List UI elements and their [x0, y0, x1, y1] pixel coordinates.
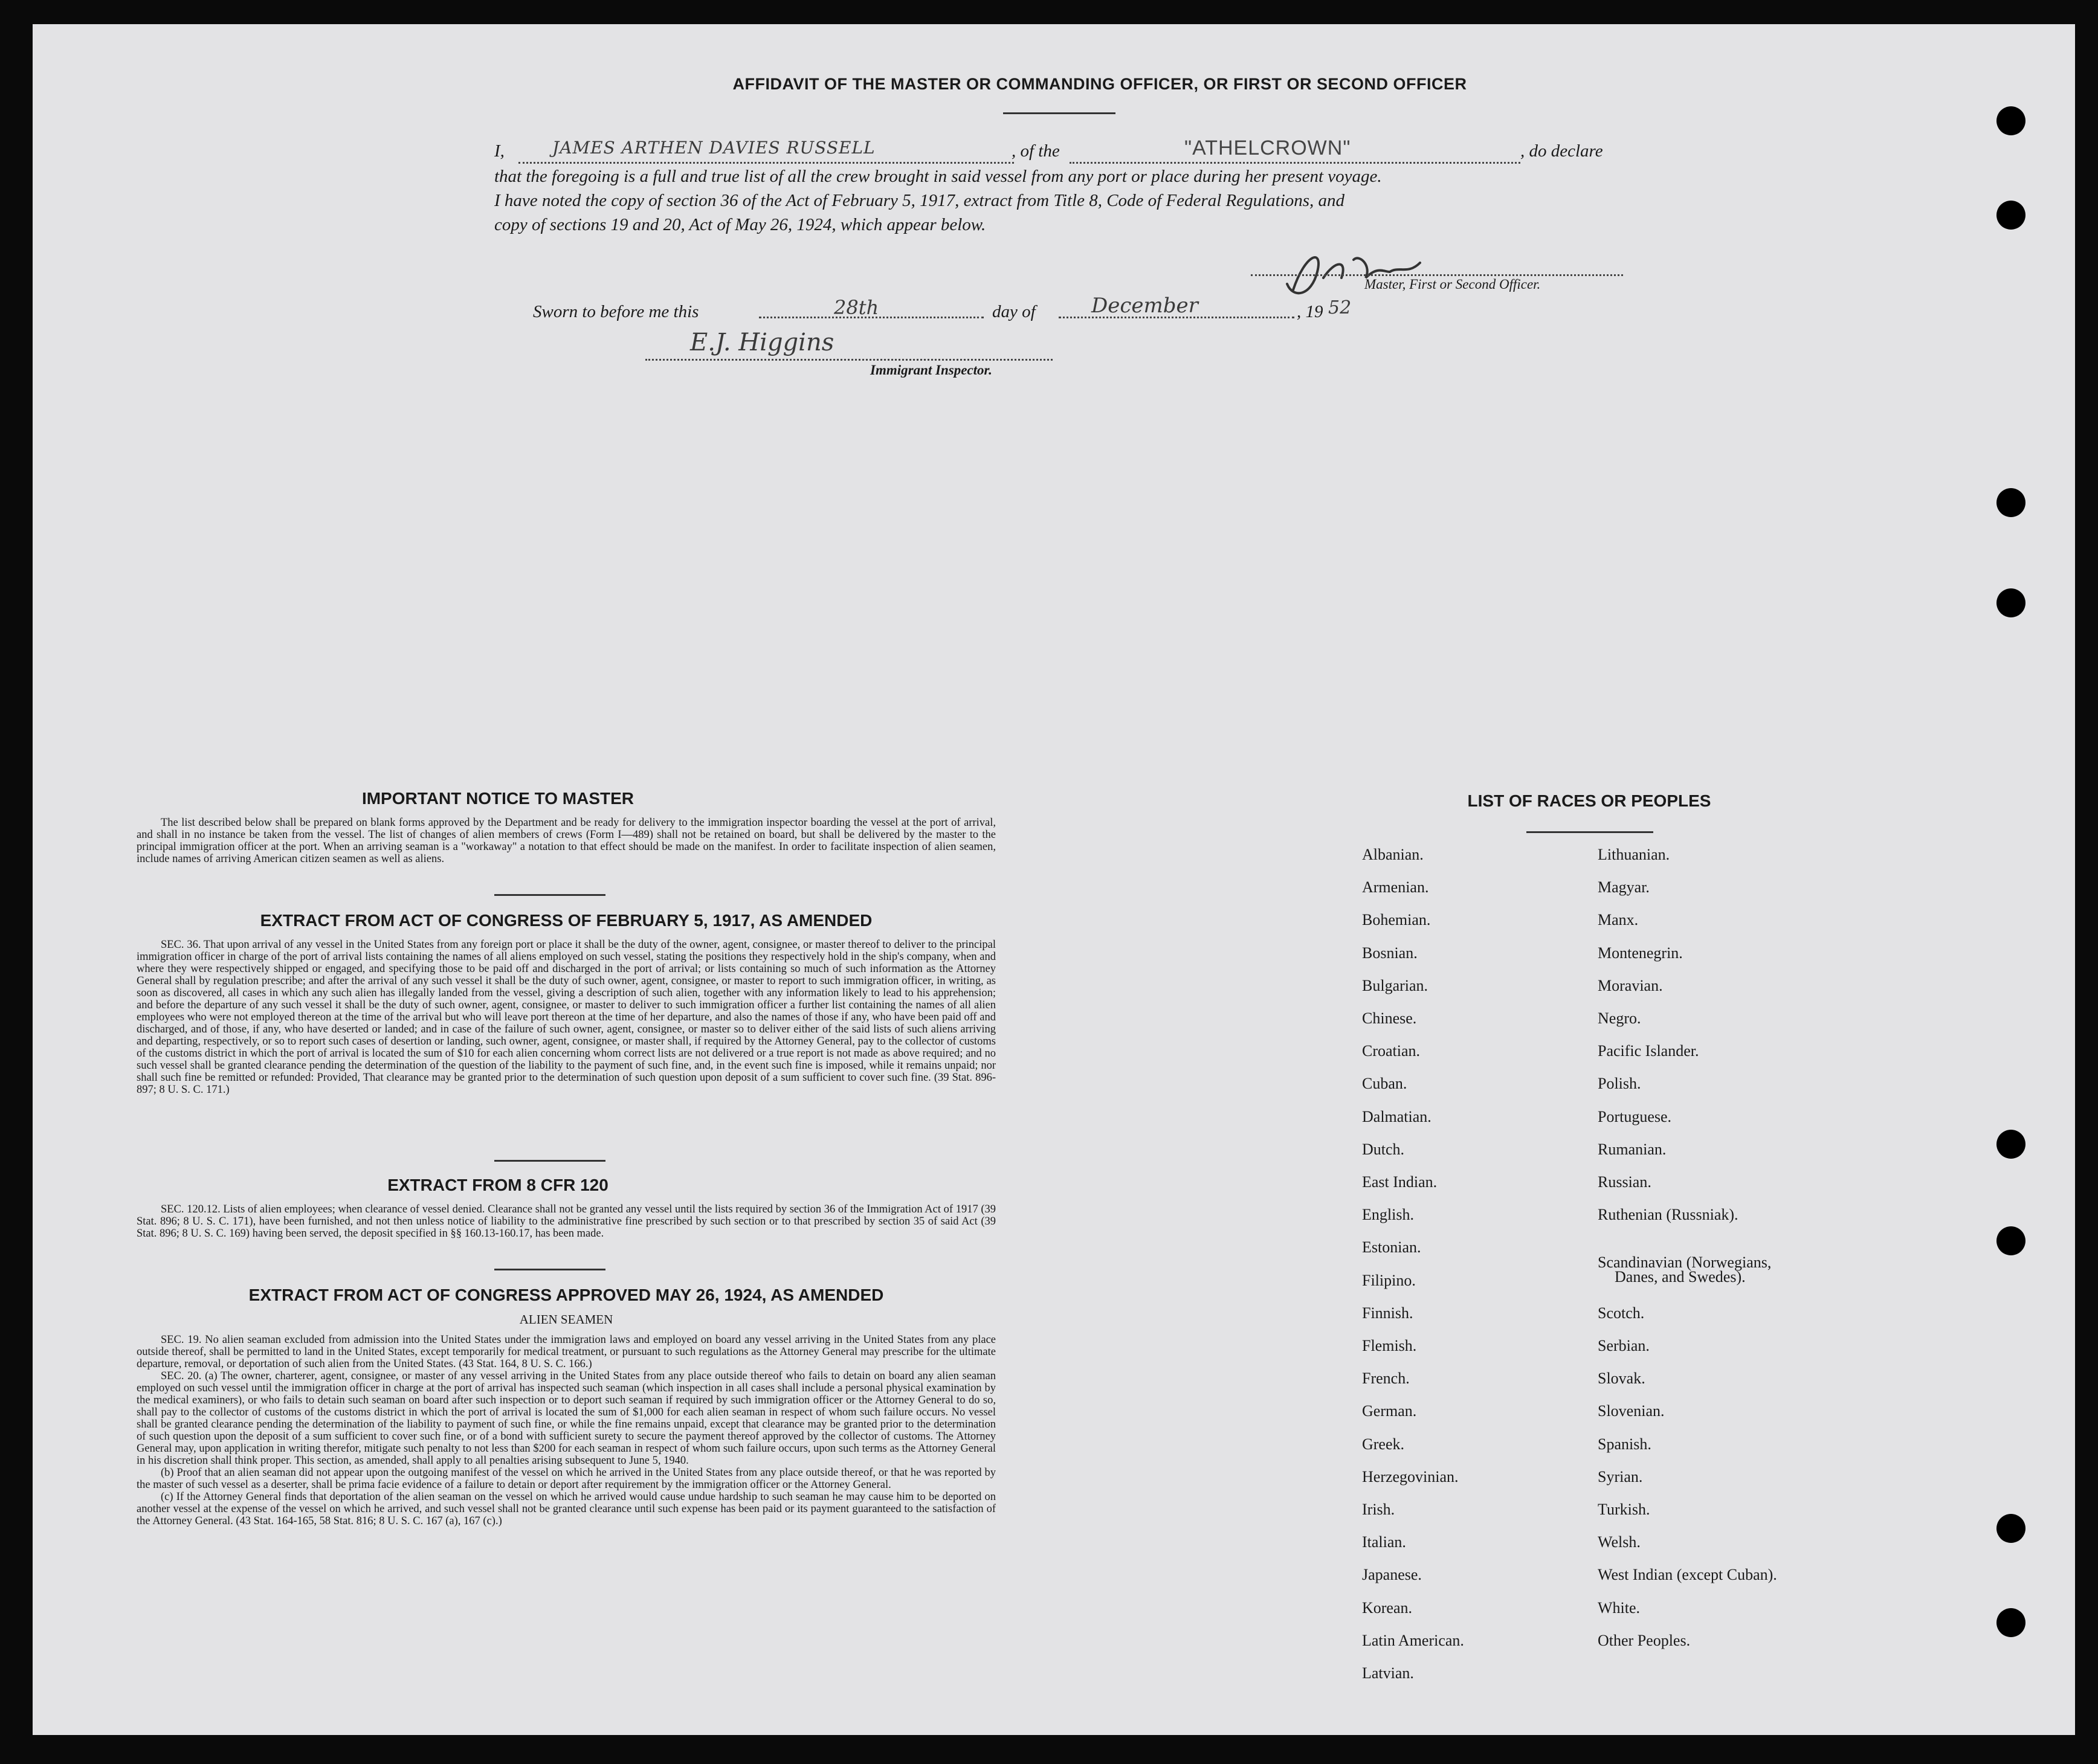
race-item: Scandinavian (Norwegians,	[1598, 1253, 1772, 1271]
race-item: Bulgarian.	[1362, 976, 1428, 994]
race-item: Latvian.	[1362, 1664, 1414, 1682]
divider	[494, 1269, 605, 1270]
race-item: Russian.	[1598, 1173, 1651, 1191]
race-item: Herzegovinian.	[1362, 1467, 1459, 1486]
race-item: Dutch.	[1362, 1140, 1405, 1158]
of-the-label: , of the	[1012, 141, 1060, 161]
extract-cfr-title: EXTRACT FROM 8 CFR 120	[387, 1176, 608, 1194]
declarant-line	[518, 162, 1014, 164]
sworn-day: 28th	[834, 296, 879, 319]
affidavit-line-4: copy of sections 19 and 20, Act of May 26, 1924, which appear below.	[494, 215, 986, 234]
punch-hole	[1996, 1130, 2025, 1159]
inspector-label: Immigrant Inspector.	[870, 362, 992, 378]
punch-hole	[1996, 106, 2025, 135]
punch-hole	[1996, 201, 2025, 230]
section-20b: (b) Proof that an alien seaman did not appear upon the outgoing manifest of the vessel on which he arrived in the United States from any place outside thereof, or that he was reported by the master of such vessel as a deserter, shall be prima facie evidence of a failure to detain or deport after requirement by the immigration officer or the Attorney General.	[137, 1467, 996, 1491]
extract-1924-title: EXTRACT FROM ACT OF CONGRESS APPROVED MAY 26, 1924, AS AMENDED	[248, 1286, 884, 1304]
race-item: Negro.	[1598, 1009, 1641, 1027]
punch-hole	[1996, 588, 2025, 617]
race-item: Greek.	[1362, 1435, 1405, 1453]
race-item: Ruthenian (Russniak).	[1598, 1206, 1738, 1224]
race-item: Filipino.	[1362, 1271, 1416, 1289]
extract-1917-title: EXTRACT FROM ACT OF CONGRESS OF FEBRUARY 5, 1917, AS AMENDED	[260, 911, 873, 930]
race-item: Japanese.	[1362, 1566, 1422, 1584]
race-item: Manx.	[1598, 911, 1639, 929]
race-item: Flemish.	[1362, 1337, 1417, 1354]
race-item: West Indian (except Cuban).	[1598, 1566, 1777, 1584]
race-item: Dalmatian.	[1362, 1107, 1431, 1125]
race-item: Lithuanian.	[1598, 846, 1670, 863]
race-item: Rumanian.	[1598, 1140, 1667, 1158]
declarant-name: JAMES ARTHEN DAVIES RUSSELL	[552, 138, 876, 158]
race-item: Moravian.	[1598, 976, 1663, 994]
master-signature	[1269, 242, 1450, 302]
notice-title: IMPORTANT NOTICE TO MASTER	[361, 789, 634, 808]
race-item: Italian.	[1362, 1533, 1406, 1551]
race-item: Albanian.	[1362, 846, 1424, 863]
race-item: Latin American.	[1362, 1631, 1464, 1649]
extract-1917-body: SEC. 36. That upon arrival of any vessel in the United States from any foreign port or place it shall be the duty of the owner, agent, consignee, or master thereof to deliver to the principal immigration officer in charge of the port of arrival lists containing the names of all aliens employed on such vessel, stating the positions they respectively hold in the ship's company, when and where they were respectively shipped or engaged, and specifying those to be paid off and discharged in the port of arrival; or lists containing so much of such information as the Attorney General shall by regulation prescribe; and after the arrival of any such vessel it shall be the duty of such owner, agent, consignee, or master to report to such immigration officer, in writing, as soon as discovered, all cases in which any such alien has illegally landed from the vessel, giving a description of such alien, together with any information likely to lead to his apprehension; and before the departure of any such vessel it shall be the duty of such owner, agent, consignee, or master to deliver to such immigration officer a further list containing the names of all alien employees who were not employed thereon at the time of the arrival but who will leave port thereon at the time of her departure, and also the names of those if any, who have been paid off and discharged, and of those, if any, who have deserted or landed; and in case of the failure of such owner, agent, consignee, or master so to deliver either of the said lists of such aliens arriving and departing, respectively, or so to report such cases of desertion or landing, such owner, agent, consignee, or master shall, if required by the Attorney General, pay to the collector of customs of the customs district in which the port of arrival is located the sum of $10 for each alien concerning whom correct lists are not delivered or a true report is not made as above required; and no such vessel shall be granted clearance pending the determination of the question of the liability to the payment of such fine, and, in the event such fine is imposed, while it remains unpaid; nor shall such fine be remitted or refunded: Provided, That clearance may be granted prior to the determination of such question upon deposit of a sum sufficient to cover such fine. (39 Stat. 896-897; 8 U. S. C. 171.)	[137, 939, 996, 1096]
extract-cfr-body: SEC. 120.12. Lists of alien employees; when clearance of vessel denied. Clearance shall not be granted any vessel until the lists required by section 36 of the Immigration Act of 1917 (39 Stat. 896; 8 U. S. C. 171), have been furnished, and not then unless notice of liability to the administrative fine prescribed by such section or to that prescribed by section 35 of said Act (39 Stat. 896; 8 U. S. C. 169) having been served, the deposit specified in §§ 160.13-160.17, has been made.	[137, 1203, 996, 1240]
race-item: Croatian.	[1362, 1042, 1421, 1060]
race-item: Slovenian.	[1598, 1402, 1665, 1420]
year-suffix: 52	[1328, 297, 1352, 318]
section-20a: SEC. 20. (a) The owner, charterer, agent, consignee, or master of any vessel arriving in the United States from any place outside thereof who fails to detain on board any alien seaman employed on such vessel until the immigration officer in charge at the port of arrival has inspected such seaman (which inspection in all cases shall include a personal physical examination by the medical examiners), or who fails to detain such seaman on board after such inspection or to deport such seaman if required by such immigration officer or the Attorney General to do so, shall pay to the collector of customs of the customs district in which the port of arrival is located the sum of $1,000 for each alien seaman in respect of whom such failure occurs. No vessel shall be granted clearance pending the determination of the liability to payment of such fine, or while the fine remains unpaid, except that clearance may be granted prior to the determination of such question upon the deposit of a sum sufficient to cover such fine, or of a bond with sufficient surety to secure the payment thereof approved by the collector of customs. The Attorney General may, upon application in writing therefor, mitigate such penalty to not less than $200 for each seaman in respect of whom such failure occurs, upon such terms as the Attorney General in his discretion shall think proper. This section, as amended, shall apply to all penalties arising subsequent to June 5, 1940.	[137, 1370, 996, 1467]
extract-1924-subtitle: ALIEN SEAMEN	[519, 1312, 613, 1327]
sworn-month: December	[1091, 294, 1198, 318]
race-item: Pacific Islander.	[1598, 1042, 1699, 1060]
race-item: Serbian.	[1598, 1337, 1650, 1354]
divider	[1526, 831, 1653, 833]
race-item: Cuban.	[1362, 1075, 1407, 1093]
punch-hole	[1996, 1608, 2025, 1637]
race-item: Irish.	[1362, 1501, 1395, 1518]
race-item: Scotch.	[1598, 1304, 1645, 1322]
race-item: French.	[1362, 1370, 1410, 1388]
race-item: White.	[1598, 1598, 1641, 1617]
races-title: LIST OF RACES OR PEOPLES	[1467, 791, 1711, 810]
race-item: East Indian.	[1362, 1173, 1438, 1191]
declarant-prefix: I,	[494, 141, 505, 161]
inspector-signature: E.J. Higgins	[690, 329, 834, 356]
section-20c: (c) If the Attorney General finds that deportation of the alien seaman on the vessel on which he arrived would cause undue hardship to such seaman he may cause him to be deported on another vessel at the expense of the vessel on which he arrived, and such vessel shall not be granted clearance until such expense has been paid or its payment guaranteed to the satisfaction of the Attorney General. (43 Stat. 164-165, 58 Stat. 816; 8 U. S. C. 167 (a), 167 (c).)	[137, 1491, 996, 1527]
year-prefix: , 19	[1297, 302, 1323, 321]
divider	[494, 1160, 605, 1162]
punch-hole	[1996, 1226, 2025, 1255]
race-item: Finnish.	[1362, 1304, 1413, 1322]
extract-1924-body	[137, 1334, 996, 1527]
punch-hole	[1996, 488, 2025, 517]
race-item: Spanish.	[1598, 1435, 1651, 1453]
race-item: German.	[1362, 1402, 1417, 1420]
race-item: Montenegrin.	[1598, 944, 1683, 962]
affidavit-line-2: that the foregoing is a full and true list of all the crew brought in said vessel from any port or place during her present voyage.	[494, 167, 1382, 186]
race-item: Estonian.	[1362, 1238, 1421, 1257]
race-item: Welsh.	[1598, 1533, 1641, 1551]
vessel-name: "ATHELCROWN"	[1184, 137, 1351, 159]
race-item: Other Peoples.	[1598, 1631, 1691, 1649]
inspector-signature-line	[645, 359, 1053, 361]
do-declare-label: , do declare	[1520, 141, 1603, 161]
race-item: Slovak.	[1598, 1370, 1645, 1388]
race-item: English.	[1362, 1206, 1414, 1224]
affidavit-title: AFFIDAVIT OF THE MASTER OR COMMANDING OFFICER, OR FIRST OR SECOND OFFICER	[732, 75, 1467, 93]
race-item: Syrian.	[1598, 1467, 1643, 1486]
race-item: Bohemian.	[1362, 911, 1431, 929]
race-item: Chinese.	[1362, 1009, 1417, 1027]
notice-body: The list described below shall be prepared on blank forms approved by the Department and be ready for delivery to the immigration inspector boarding the vessel at the port of arrival, and shall in no instance be taken from the vessel. The list of changes of alien members of crews (Form I—489) shall not be retained on board, but shall be delivered by the master to the principal immigration officer at the port. When an arriving seaman is a "workaway" a notation to that effect should be made on the manifest. In order to facilitate inspection of alien seamen, include names of arriving American citizen seamen as well as aliens.	[137, 817, 996, 865]
race-item: Korean.	[1362, 1598, 1413, 1617]
race-item: Danes, and Swedes).	[1615, 1268, 1746, 1286]
race-item: Bosnian.	[1362, 944, 1418, 962]
race-item: Turkish.	[1598, 1501, 1650, 1518]
race-item: Magyar.	[1598, 878, 1650, 896]
section-19: SEC. 19. No alien seaman excluded from admission into the United States under the immigration laws and employed on board any vessel arriving in the United States from any place outside thereof, shall be permitted to land in the United States, except temporarily for medical treatment, or pursuant to such regulations as the Attorney General may prescribe for the ultimate departure, removal, or deportation of such alien from the United States. (43 Stat. 164, 8 U. S. C. 166.)	[137, 1334, 996, 1370]
divider	[1003, 112, 1115, 114]
race-item: Armenian.	[1362, 878, 1429, 896]
punch-hole	[1996, 1514, 2025, 1543]
master-label: Master, First or Second Officer.	[1364, 277, 1541, 292]
race-item: Polish.	[1598, 1075, 1641, 1093]
affidavit-line-3: I have noted the copy of section 36 of the Act of February 5, 1917, extract from Title 8, Code of Federal Regulations, and	[494, 191, 1345, 210]
sworn-label: Sworn to before me this	[533, 302, 699, 321]
race-item: Portuguese.	[1598, 1107, 1672, 1125]
master-signature-line	[1251, 274, 1623, 276]
day-of-label: day of	[992, 302, 1036, 321]
divider	[494, 894, 605, 896]
vessel-line	[1070, 162, 1520, 164]
